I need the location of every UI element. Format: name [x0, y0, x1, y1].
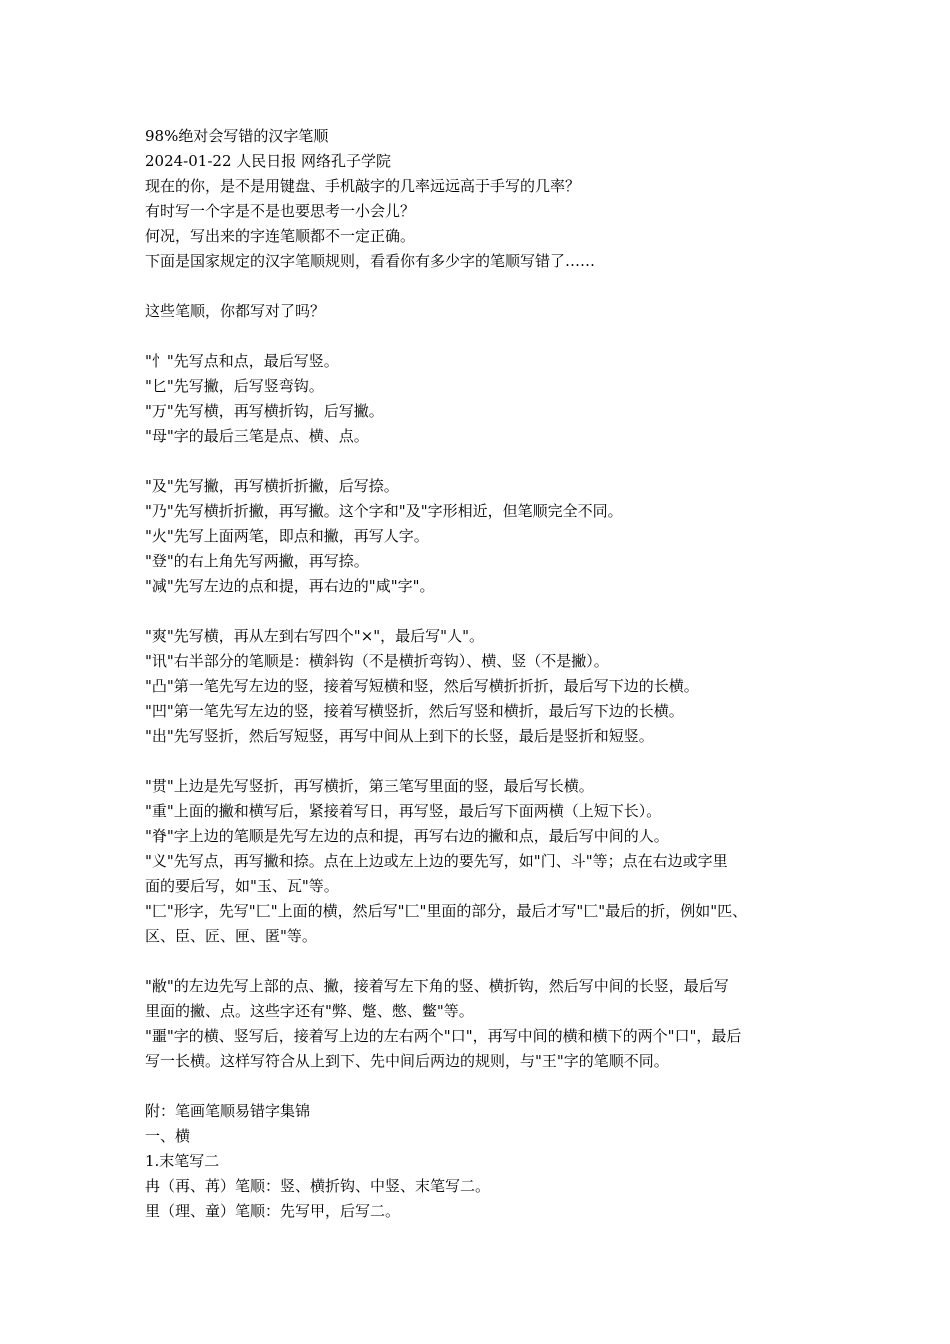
paragraph-gap — [145, 449, 825, 474]
stroke-rule-line: "忄"先写点和点，最后写竖。 — [145, 352, 339, 370]
article-byline: 2024-01-22 人民日报 网络孔子学院 — [145, 152, 392, 170]
paragraph-gap — [145, 1074, 825, 1099]
stroke-rule-line: "母"字的最后三笔是点、横、点。 — [145, 427, 369, 445]
section-question: 这些笔顺，你都写对了吗？ — [145, 302, 326, 320]
stroke-rule-line: "爽"先写横，再从左到右写四个"×"，最后写"人"。 — [145, 627, 484, 645]
stroke-rule-line: "贯"上边是先写竖折，再写横折，第三笔写里面的竖，最后写长横。 — [145, 777, 594, 795]
appendix-item: 冉（再、苒）笔顺：竖、横折钩、中竖、末笔写二。 — [145, 1177, 491, 1195]
intro-line: 有时写一个字是不是也要思考一小会儿？ — [145, 202, 416, 220]
stroke-rule-line: 区、臣、匠、匣、匿"等。 — [145, 927, 317, 945]
stroke-rule-line: "重"上面的撇和横写后，紧接着写日，再写竖，最后写下面两横（上短下长）。 — [145, 802, 662, 820]
appendix-subheading: 1.末笔写二 — [145, 1152, 220, 1170]
paragraph-gap — [145, 949, 825, 974]
intro-line: 下面是国家规定的汉字笔顺规则，看看你有多少字的笔顺写错了…… — [145, 252, 596, 270]
stroke-rule-line: "敝"的左边先写上部的点、撇，接着写左下角的竖、横折钩，然后写中间的长竖，最后写 — [145, 977, 729, 995]
stroke-rule-line: "乃"先写横折折撇，再写撇。这个字和"及"字形相近，但笔顺完全不同。 — [145, 502, 623, 520]
stroke-rule-line: "匚"形字，先写"匚"上面的横，然后写"匚"里面的部分，最后才写"匚"最后的折，例如"匹、 — [145, 902, 748, 920]
paragraph-gap — [145, 324, 825, 349]
paragraph-gap — [145, 274, 825, 299]
intro-line: 何况，写出来的字连笔顺都不一定正确。 — [145, 227, 416, 245]
article-title: 98%绝对会写错的汉字笔顺 — [145, 127, 329, 145]
stroke-rule-line: "讯"右半部分的笔顺是：横斜钩（不是横折弯钩）、横、竖（不是撇）。 — [145, 652, 609, 670]
stroke-rule-line: 面的要后写，如"玉、瓦"等。 — [145, 877, 339, 895]
appendix-heading: 一、横 — [145, 1127, 191, 1145]
appendix-item: 里（理、童）笔顺：先写甲，后写二。 — [145, 1202, 401, 1220]
stroke-rule-line: 写一长横。这样写符合从上到下、先中间后两边的规则，与"王"字的笔顺不同。 — [145, 1052, 669, 1070]
article — [145, 124, 825, 1224]
stroke-rule-line: "火"先写上面两笔，即点和撇，再写人字。 — [145, 527, 429, 545]
stroke-rule-line: 里面的撇、点。这些字还有"弊、蹩、憋、鳖"等。 — [145, 1002, 474, 1020]
stroke-rule-line: "义"先写点，再写撇和捺。点在上边或左上边的要先写，如"门、斗"等；点在右边或字里 — [145, 852, 728, 870]
stroke-rule-line: "减"先写左边的点和提，再右边的"咸"字"。 — [145, 577, 435, 595]
appendix-title: 附：笔画笔顺易错字集锦 — [145, 1102, 311, 1120]
stroke-rule-line: "匕"先写撇，后写竖弯钩。 — [145, 377, 324, 395]
stroke-rule-line: "及"先写撇，再写横折折撇，后写捺。 — [145, 477, 399, 495]
stroke-rule-line: "出"先写竖折，然后写短竖，再写中间从上到下的长竖，最后是竖折和短竖。 — [145, 727, 654, 745]
paragraph-gap — [145, 749, 825, 774]
stroke-rule-line: "脊"字上边的笔顺是先写左边的点和提，再写右边的撇和点，最后写中间的人。 — [145, 827, 669, 845]
paragraph-gap — [145, 599, 825, 624]
stroke-rule-line: "噩"字的横、竖写后，接着写上边的左右两个"口"，再写中间的横和横下的两个"口"，最后 — [145, 1027, 742, 1045]
stroke-rule-line: "登"的右上角先写两撇，再写捺。 — [145, 552, 369, 570]
stroke-rule-line: "万"先写横，再写横折钩，后写撇。 — [145, 402, 384, 420]
intro-line: 现在的你，是不是用键盘、手机敲字的几率远远高于手写的几率？ — [145, 177, 581, 195]
stroke-rule-line: "凹"第一笔先写左边的竖，接着写横竖折，然后写竖和横折，最后写下边的长横。 — [145, 702, 684, 720]
stroke-rule-line: "凸"第一笔先写左边的竖，接着写短横和竖，然后写横折折折，最后写下边的长横。 — [145, 677, 699, 695]
